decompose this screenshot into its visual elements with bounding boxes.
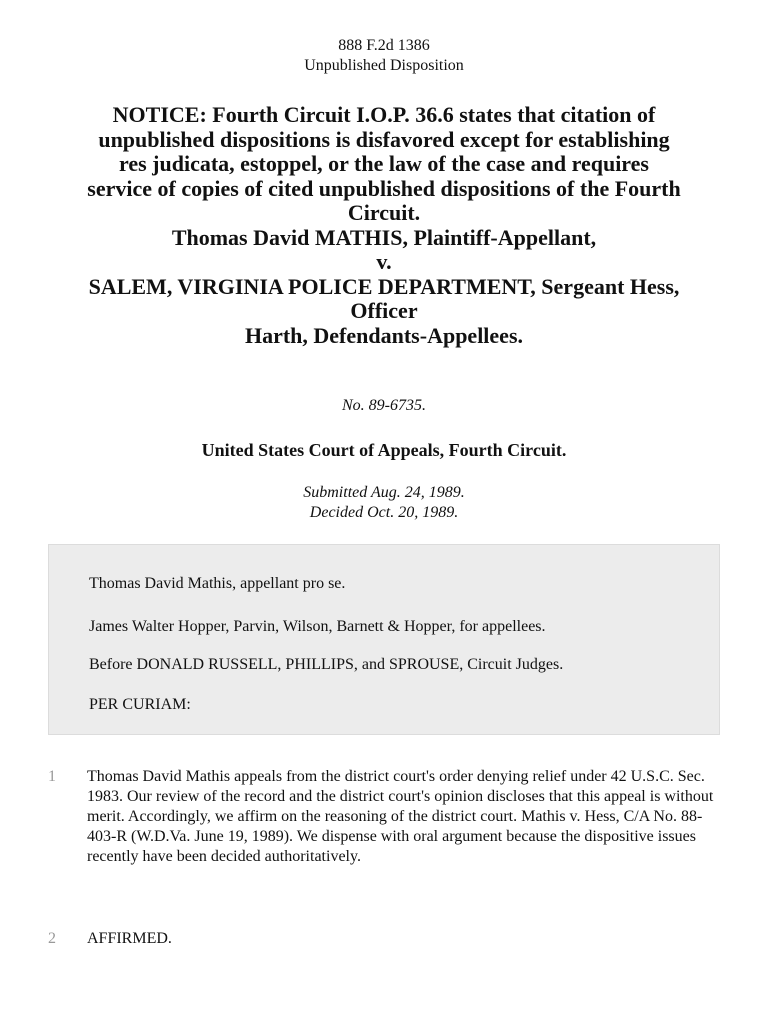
counsel-box [48, 544, 720, 735]
court-name: United States Court of Appeals, Fourth Circuit. [201, 440, 567, 460]
docket-number: No. 89-6735. [342, 397, 426, 414]
appellant-counsel: Thomas David Mathis, appellant pro se. [89, 575, 346, 592]
notice-line: NOTICE: Fourth Circuit I.O.P. 36.6 states that citation of [112, 102, 656, 127]
reporter-citation: 888 F.2d 1386 [338, 37, 430, 54]
case-caption-appellees: SALEM, VIRGINIA POLICE DEPARTMENT, Sergeant Hess, [88, 273, 680, 299]
panel-judges: Before DONALD RUSSELL, PHILLIPS, and SPROUSE, Circuit Judges. [89, 656, 564, 673]
case-caption-appellees: Officer [350, 298, 418, 323]
per-curiam: PER CURIAM: [89, 696, 191, 713]
paragraph-number: 2 [48, 930, 56, 947]
case-caption-appellees: Harth, Defendants-Appellees. [244, 322, 524, 348]
decided-date: Decided Oct. 20, 1989. [309, 504, 459, 521]
notice-line: service of copies of cited unpublished dispositions of the Fourth [87, 175, 681, 201]
notice-and-caption [40, 103, 728, 348]
submitted-date: Submitted Aug. 24, 1989. [303, 484, 465, 501]
paragraph-text: AFFIRMED. [87, 930, 172, 947]
notice-line: res judicata, estoppel, or the law of the case and requires [118, 151, 649, 176]
case-caption-versus: v. [376, 249, 392, 274]
disposition-label: Unpublished Disposition [304, 57, 464, 74]
paragraph-text: Thomas David Mathis appeals from the district court's order denying relief under 42 U.S.C. Sec. 1983. Our review of the record and the district court's opinion discloses that this appeal is without merit. Accordingly, we affirm on the reasoning of the district court. Mathis v. Hess, C/A No. 88-403-R (W.D.Va. June 19, 1989). We dispense with oral argument because the dispositive issues recently have been decided authoritatively. [87, 768, 714, 865]
case-dates [0, 483, 768, 523]
paragraph-number: 1 [48, 768, 56, 785]
case-caption-appellant: Thomas David MATHIS, Plaintiff-Appellant, [171, 224, 597, 250]
notice-line: Circuit. [347, 200, 421, 225]
citation-header [0, 36, 768, 76]
appellees-counsel: James Walter Hopper, Parvin, Wilson, Barnett & Hopper, for appellees. [89, 618, 546, 635]
notice-line: unpublished dispositions is disfavored except for establishing [98, 126, 670, 152]
